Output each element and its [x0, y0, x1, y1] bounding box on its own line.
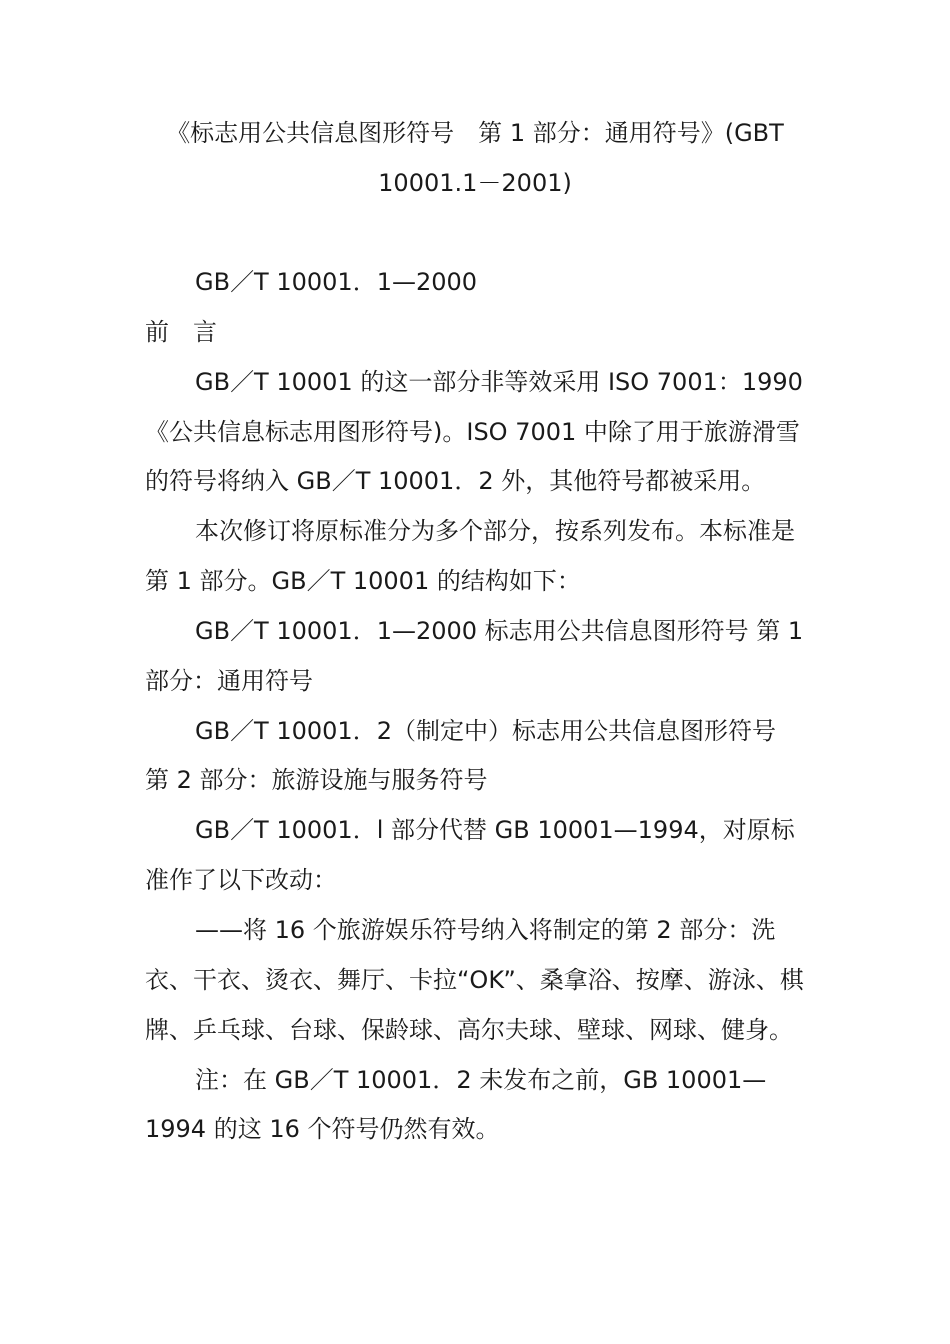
paragraph-part-1: GB／T 10001．1—2000 标志用公共信息图形符号 第 1 部分：通用符号	[145, 616, 804, 695]
document-body	[145, 258, 807, 1155]
paragraph-note: 注：在 GB／T 10001．2 未发布之前，GB 10001—1994 的这 16 个符号仍然有效。	[145, 1065, 767, 1144]
standard-number: GB／T 10001．1—2000	[195, 268, 478, 296]
document-title: 《标志用公共信息图形符号 第 1 部分：通用符号》(GBT 10001.1－2001)	[166, 119, 784, 197]
paragraph-part-2: GB／T 10001．2（制定中）标志用公共信息图形符号 第 2 部分：旅游设施与服务符号	[145, 716, 776, 795]
paragraph-adoption: GB／T 10001 的这一部分非等效采用 ISO 7001：1990《公共信息标志用图形符号)。ISO 7001 中除了用于旅游滑雪的符号将纳入 GB／T 10001．2 外，其他符号都被采用。	[145, 367, 803, 496]
paragraph-replacement: GB／T 10001．l 部分代替 GB 10001—1994，对原标准作了以下改动：	[145, 816, 795, 895]
paragraph-changes: ——将 16 个旅游娱乐符号纳入将制定的第 2 部分：洗衣、干衣、烫衣、舞厅、卡拉“OK”、桑拿浴、按摩、游泳、棋牌、乒乓球、台球、保龄球、高尔夫球、壁球、网球、健身。	[145, 915, 804, 1044]
preface-heading: 前 言	[145, 317, 217, 346]
paragraph-revision: 本次修订将原标准分为多个部分，按系列发布。本标准是第 1 部分。GB／T 10001 的结构如下：	[145, 517, 795, 596]
